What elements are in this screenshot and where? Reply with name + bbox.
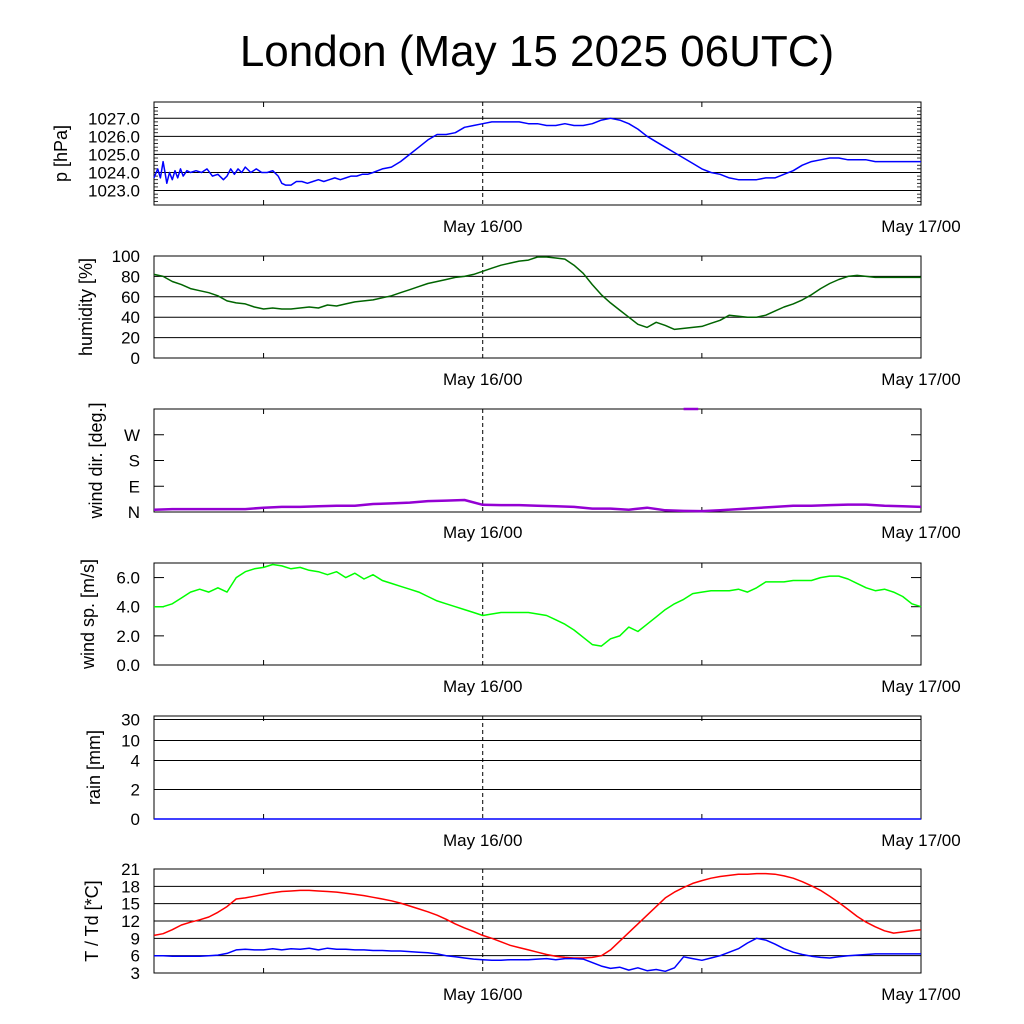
humidity-plot-frame [154,256,921,358]
wind_direction-plot-frame [154,409,921,512]
rain-xtick-label: May 17/00 [881,831,961,850]
panel-wind_direction [86,402,961,542]
rain-plot-frame [154,716,921,819]
temperature-ytick-label: 18 [121,877,140,897]
humidity-xtick-label: May 17/00 [881,370,961,389]
pressure-series-pressure [154,118,921,185]
panel-temperature [82,860,961,1004]
rain-ytick-label: 0 [130,810,140,829]
temperature-xtick-label: May 16/00 [443,985,523,1004]
humidity-ytick-label: 0 [130,349,140,368]
wind_speed-ytick-label: 2.0 [116,626,140,646]
temperature-ytick-label: 6 [130,946,140,966]
rain-ylabel: rain [mm] [84,729,104,806]
temperature-ylabel: T / Td [*C] [82,880,102,962]
wind_speed-xtick-label: May 17/00 [881,677,961,696]
temperature-ytick-label: 15 [121,894,140,914]
humidity-ytick-label: 60 [121,287,140,307]
temperature-series-td [154,938,921,971]
humidity-ytick-label: 20 [121,328,140,348]
panel-humidity [76,247,961,389]
panels-container [51,102,961,1004]
wind_direction-ytick-label: S [128,451,140,471]
humidity-series-humidity [154,257,921,329]
humidity-ytick-label: 80 [121,267,140,287]
wind_speed-ylabel: wind sp. [m/s] [78,558,98,670]
rain-ytick-label: 2 [130,780,140,800]
rain-ytick-label: 30 [121,710,140,730]
panel-wind_speed [78,559,961,696]
wind_direction-xtick-label: May 17/00 [881,523,961,542]
wind_direction-ytick-label: E [128,477,140,497]
wind_speed-ytick-label: 4.0 [116,597,140,617]
wind_speed-ytick-label: 6.0 [116,568,140,588]
wind_direction-series-wind-direction [154,500,921,511]
pressure-xtick-label: May 17/00 [881,217,961,236]
humidity-ytick-label: 100 [111,247,140,266]
pressure-plot-frame [154,102,921,205]
temperature-ytick-label: 9 [130,929,140,949]
wind_speed-xtick-label: May 16/00 [443,677,523,696]
temperature-ytick-label: 21 [121,860,140,879]
temperature-ytick-label: 12 [121,912,140,931]
rain-ytick-label: 10 [121,731,140,751]
humidity-ytick-label: 40 [121,308,140,328]
humidity-xtick-label: May 16/00 [443,370,523,389]
chart-title: London (May 15 2025 06UTC) [239,27,835,76]
pressure-ytick-label: 1023.0 [88,181,140,201]
panel-pressure [51,102,961,236]
pressure-ytick-label: 1024.0 [88,163,140,183]
wind_direction-ytick-label: W [123,425,140,445]
rain-ytick-label: 4 [130,751,140,771]
pressure-ytick-label: 1026.0 [88,127,140,147]
wind_direction-ylabel: wind dir. [deg.] [86,402,106,519]
temperature-xtick-label: May 17/00 [881,985,961,1004]
wind_direction-xtick-label: May 16/00 [443,523,523,542]
temperature-ytick-label: 3 [130,964,140,983]
humidity-ylabel: humidity [%] [76,257,96,357]
rain-xtick-label: May 16/00 [443,831,523,850]
wind_speed-ytick-label: 0.0 [116,656,140,675]
wind_speed-series-wind-speed [154,565,921,647]
pressure-ytick-label: 1025.0 [88,145,140,165]
pressure-ytick-label: 1027.0 [88,109,140,129]
panel-rain [84,711,961,851]
wind_direction-ytick-label: N [127,503,140,522]
pressure-xtick-label: May 16/00 [443,217,523,236]
pressure-ylabel: p [hPa] [51,124,71,183]
